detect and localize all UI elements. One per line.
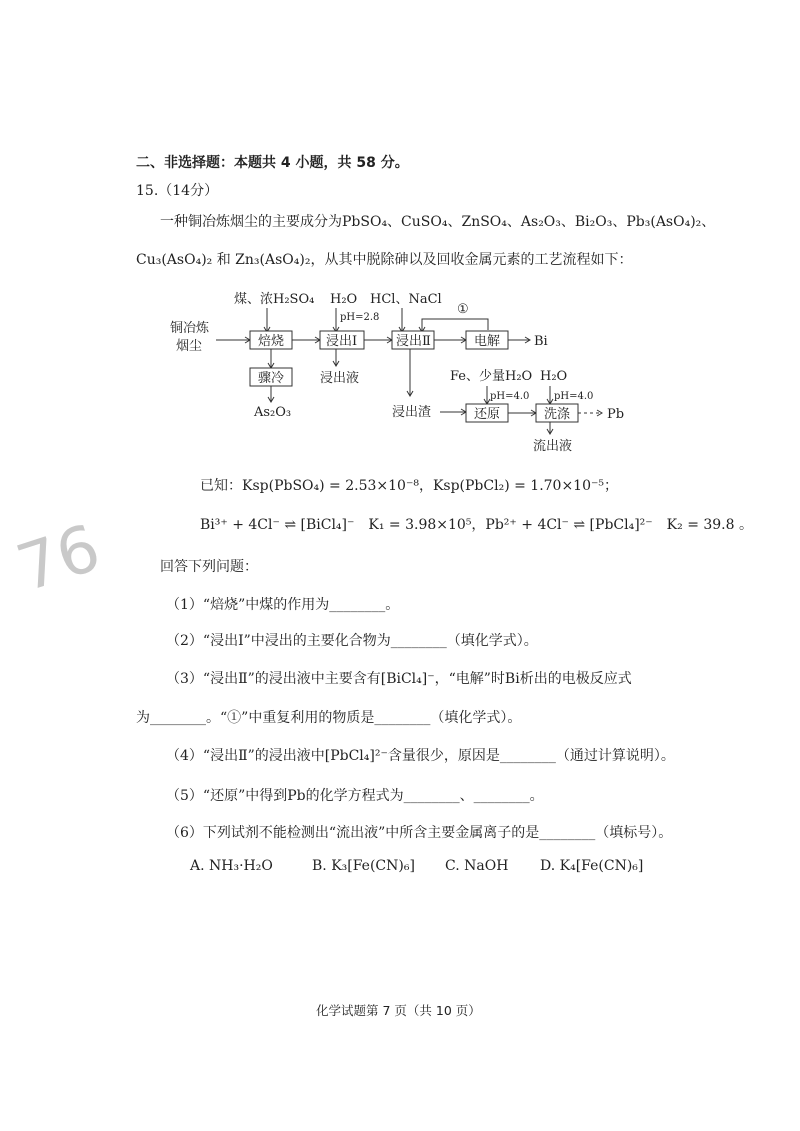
watermark: 76 bbox=[8, 511, 109, 607]
question-6: （6）下列试剂不能检测出“流出液”中所含主要金属离子的是________（填标号）。 bbox=[166, 825, 673, 841]
product-as2o3: As₂O₃ bbox=[254, 405, 292, 420]
option-b: B. K₃[Fe(CN)₆] bbox=[312, 858, 415, 874]
option-a: A. NH₃·H₂O bbox=[190, 858, 273, 874]
box-roast-label: 焙烧 bbox=[258, 334, 285, 349]
product-bi: Bi bbox=[534, 334, 548, 349]
box-electro-label: 电解 bbox=[474, 334, 501, 349]
box-cool-label: 骤冷 bbox=[258, 371, 285, 386]
reagent-reduce: Fe、少量H₂O bbox=[450, 369, 533, 384]
residue: 浸出渣 bbox=[392, 405, 432, 420]
section-heading: 二、非选择题：本题共 4 小题，共 58 分。 bbox=[136, 155, 409, 171]
box-leach2-label: 浸出Ⅱ bbox=[396, 334, 431, 349]
intro-line-2: Cu₃(AsO₄)₂ 和 Zn₃(AsO₄)₂，从其中脱除砷以及回收金属元素的工艺流程如下： bbox=[136, 252, 633, 268]
option-d: D. K₄[Fe(CN)₆] bbox=[540, 858, 644, 874]
box-reduce-label: 还原 bbox=[474, 407, 501, 422]
known-ksp: 已知：Ksp(PbSO₄) = 2.53×10⁻⁸，Ksp(PbCl₂) = 1.70×10⁻⁵； bbox=[200, 478, 619, 494]
ph-reduce: pH=4.0 bbox=[490, 391, 530, 402]
intro-line-1: 一种铜冶炼烟尘的主要成分为PbSO₄、CuSO₄、ZnSO₄、As₂O₃、Bi₂O₃、Pb₃(AsO₄)₂、 bbox=[160, 214, 716, 230]
ph-leach1: pH=2.8 bbox=[340, 312, 380, 323]
option-c: C. NaOH bbox=[445, 858, 509, 874]
effluent: 流出液 bbox=[533, 439, 573, 454]
feed-label-2: 烟尘 bbox=[176, 339, 203, 354]
question-4: （4）“浸出Ⅱ”的浸出液中[PbCl₄]²⁻含量很少，原因是________（通过计算说明）。 bbox=[166, 748, 675, 764]
page-footer: 化学试题第 7 页（共 10 页） bbox=[316, 1003, 481, 1018]
question-number: 15.（14分） bbox=[136, 183, 219, 199]
known-equilibria: Bi³⁺ + 4Cl⁻ ⇌ [BiCl₄]⁻ K₁ = 3.98×10⁵，Pb²⁺ + 4Cl⁻ ⇌ [PbCl₄]²⁻ K₂ = 39.8 。 bbox=[200, 517, 753, 533]
answer-prompt: 回答下列问题： bbox=[160, 559, 258, 575]
feed-label-1: 铜冶炼 bbox=[170, 321, 210, 336]
reagent-wash: H₂O bbox=[540, 369, 568, 384]
ph-wash: pH=4.0 bbox=[554, 391, 594, 402]
box-leach1-label: 浸出Ⅰ bbox=[326, 334, 358, 349]
recycle-loop bbox=[422, 319, 488, 332]
question-3-line-1: （3）“浸出Ⅱ”的浸出液中主要含有[BiCl₄]⁻，“电解”时Bi析出的电极反应式 bbox=[166, 671, 632, 687]
product-pb: Pb bbox=[607, 407, 625, 422]
reagent-leach2: HCl、NaCl bbox=[370, 292, 442, 307]
question-1: （1）“焙烧”中煤的作用为________。 bbox=[166, 597, 400, 613]
question-3-line-2: 为________。“①”中重复利用的物质是________（填化学式）。 bbox=[136, 710, 522, 726]
reagent-roast: 煤、浓H₂SO₄ bbox=[234, 292, 315, 307]
question-5: （5）“还原”中得到Pb的化学方程式为________、________。 bbox=[166, 788, 544, 804]
leachate-1: 浸出液 bbox=[320, 371, 360, 386]
process-flowchart bbox=[170, 288, 640, 458]
question-2: （2）“浸出Ⅰ”中浸出的主要化合物为________（填化学式）。 bbox=[166, 633, 538, 649]
recycle-label: ① bbox=[457, 302, 469, 317]
box-wash-label: 洗涤 bbox=[544, 407, 571, 422]
reagent-leach1: H₂O bbox=[330, 292, 358, 307]
